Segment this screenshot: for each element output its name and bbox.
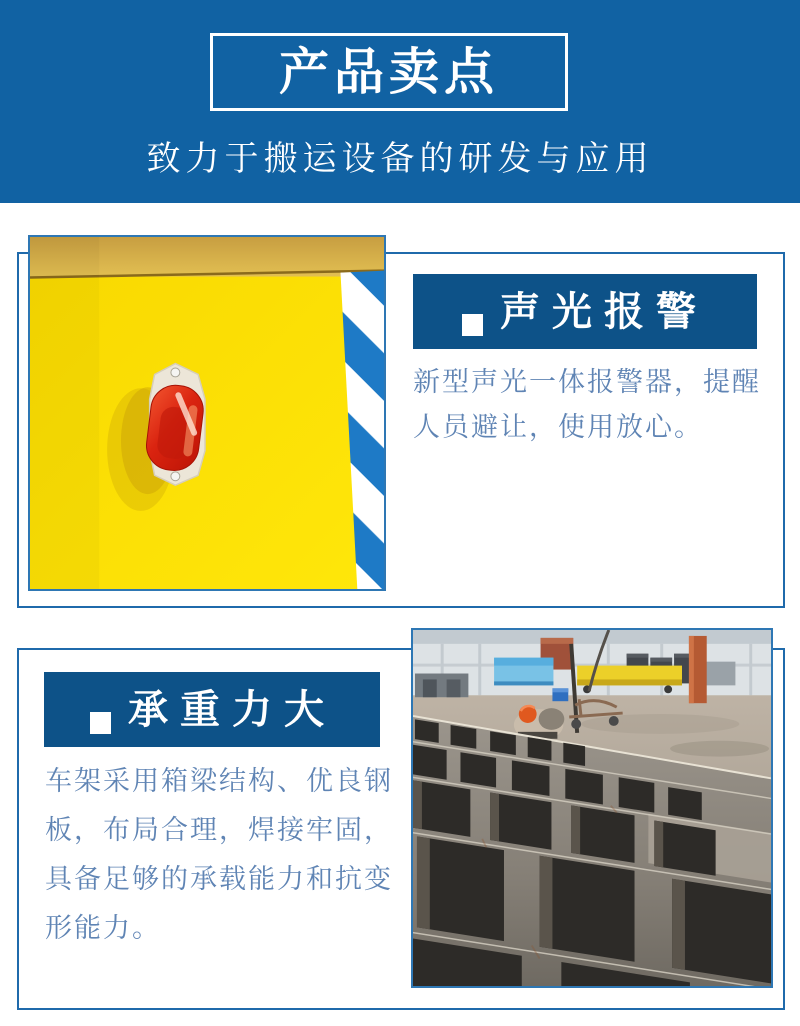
feature-title: 声光报警 (500, 289, 708, 334)
header-band (0, 0, 800, 203)
header-badge (210, 33, 568, 111)
steel-box-beam-frame-workshop-photo (411, 628, 773, 988)
feature-body: 车架采用箱梁结构、优良钢板，布局合理，焊接牢固，具备足够的承载能力和抗变形能力。 (45, 766, 393, 943)
yellow-transfer-cart-alarm-light-photo (28, 235, 386, 591)
workshop-photo-illustration (413, 630, 771, 986)
feature-title: 承重力大 (128, 687, 336, 732)
alarm-photo-illustration (30, 237, 384, 589)
feature-body: 新型声光一体报警器，提醒人员避让，使用放心。 (413, 367, 761, 442)
page-title: 产品卖点 (279, 44, 499, 100)
feature-titlebar-load (44, 672, 380, 747)
feature-titlebar-alarm (413, 274, 757, 349)
square-bullet-icon (462, 314, 483, 336)
square-bullet-icon (90, 712, 111, 734)
header-subtitle: 致力于搬运设备的研发与应用 (146, 140, 654, 178)
